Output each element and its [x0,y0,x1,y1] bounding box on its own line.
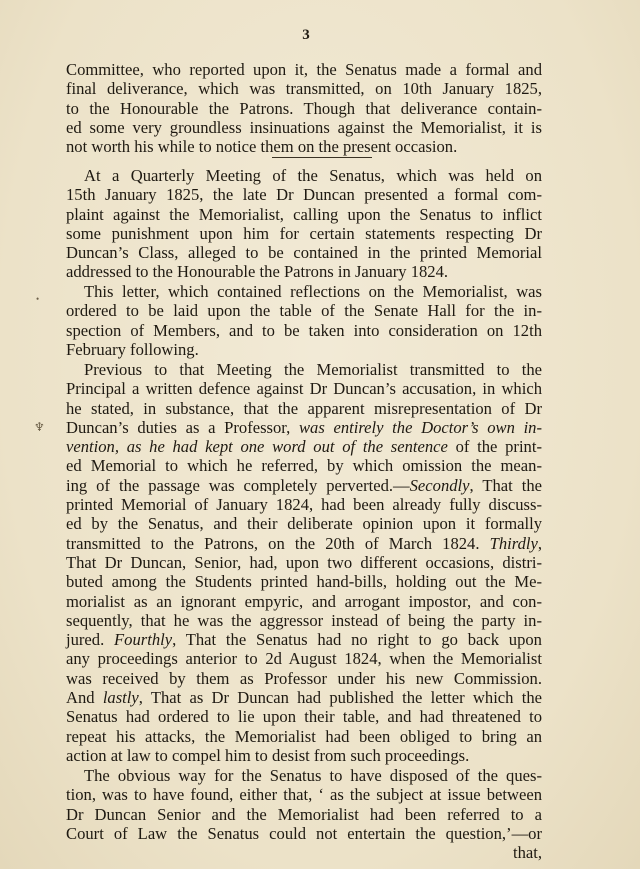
text-line: And lastly, That as Dr Duncan had published the letter which the [66,688,542,708]
paragraph-committee [66,60,542,156]
text-line: Dr Duncan Senior and the Memorialist had been referred to a [66,804,542,824]
text-line: buted among the Students printed hand-bills, holding out the Me- [66,572,542,592]
margin-speck: • [36,294,40,304]
text-line: That Dr Duncan, Senior, had, upon two different occasions, distri- [66,552,542,572]
text-line: ed Memorial to which he referred, by which omission the mean- [66,456,542,476]
catchword: that, [512,843,542,863]
text-line: printed Memorial of January 1824, had been already fully discuss- [66,495,542,515]
text-line: Principal a written defence against Dr Duncan’s accusation, in which [66,379,542,399]
text-line: ing of the passage was completely perverted.—Secondly, That the [66,475,542,495]
text-line: vention, as he had kept one word out of the sentence of the print- [66,437,542,457]
text-line: plaint against the Memorialist, calling upon the Senatus to inflict [66,204,542,224]
paragraph-defence [66,360,542,765]
text-line: 15th January 1825, the late Dr Duncan presented a formal com- [66,185,542,205]
page-number: 3 [302,27,310,43]
paragraph-quarterly-meeting [66,166,542,282]
text-line: repeat his attacks, the Memorialist had been obliged to bring an [66,726,542,746]
text-line: This letter, which contained reflections on the Memorialist, was [84,282,542,301]
text-line: to the Honourable the Patrons. Though that deliverance contain- [66,98,542,118]
text-line: Duncan’s duties as a Professor, was entirely the Doctor’s own in- [66,417,542,437]
text-line: ed some very groundless insinuations against the Memorialist, it is [66,117,542,137]
text-line: transmitted to the Patrons, on the 20th of March 1824. Thirdly, [66,533,542,553]
text-line: Court of Law the Senatus could not entertain the question,’—or [66,823,542,843]
text-line: Senatus had ordered to lie upon their table, and had threatened to [66,707,542,727]
paragraph-letter [66,282,542,359]
text-line: February following. [66,339,199,359]
text-line: action at law to compel him to desist from such proceedings. [66,745,470,765]
text-line: ordered to be laid upon the table of the Senate Hall for the in- [66,301,542,321]
text-line: morialist as an ignorant empyric, and arrogant impostor, and con- [66,591,542,611]
text-line: Duncan’s Class, alleged to be contained in the printed Memorial [66,243,542,263]
text-line: was received by them as Professor under his new Commission. [66,668,542,688]
text-line: some punishment upon him for certain statements respecting Dr [66,223,542,243]
text-line: any proceedings anterior to 2d August 1824, when the Memorialist [66,649,542,669]
section-divider-rule [272,157,372,158]
text-line: sequently, that he was the aggressor instead of being the party in- [66,610,542,630]
text-line: At a Quarterly Meeting of the Senatus, which was held on [84,166,542,185]
text-line: ed by the Senatus, and their deliberate opinion upon it formally [66,514,542,534]
text-line: addressed to the Honourable the Patrons in January 1824. [66,262,449,282]
margin-speck: ♆ [34,420,45,434]
text-line: Previous to that Meeting the Memorialist transmitted to the [84,360,542,379]
text-line: not worth his while to notice them on the present occasion. [66,137,458,157]
text-line: jured. Fourthly, That the Senatus had no right to go back upon [66,630,542,650]
text-line: final deliverance, which was transmitted, on 10th January 1825, [66,79,542,99]
text-line: he stated, in substance, that the apparent misrepresentation of Dr [66,398,542,418]
text-line: The obvious way for the Senatus to have disposed of the ques- [84,766,542,785]
paragraph-obvious-way [66,766,542,862]
text-line: spection of Members, and to be taken into consideration on 12th [66,320,542,340]
text-line: tion, was to have found, either that, ‘ as the subject at issue between [66,785,542,805]
text-line: Committee, who reported upon it, the Senatus made a formal and [66,60,542,79]
